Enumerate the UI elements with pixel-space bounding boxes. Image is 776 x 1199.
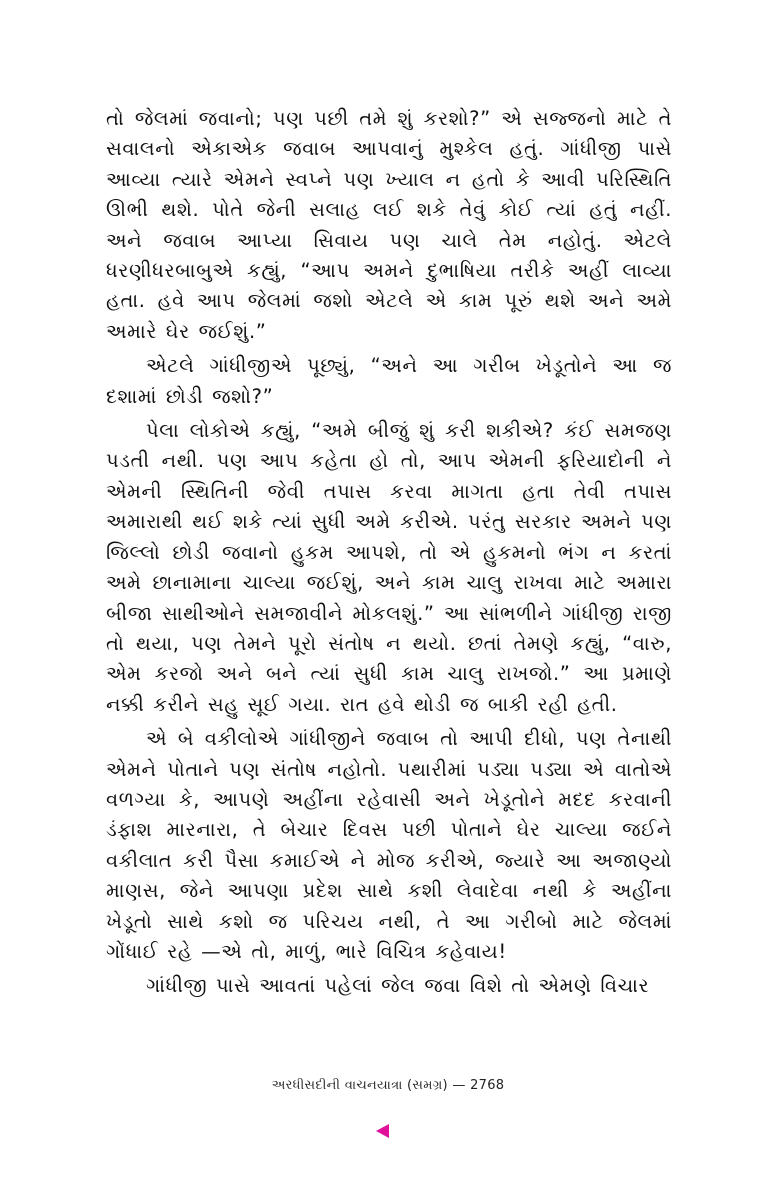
page-footer: અરધીસદીની વાચનયાત્રા (સમગ્ર) — 2768 (271, 1078, 505, 1093)
previous-page-icon[interactable] (376, 1124, 389, 1138)
paragraph-5: ગાંધીજી પાસે આવતાં પહેલાં જેલ જવા વિશે તો એમણે વિચાર (146, 974, 650, 998)
paragraph-2: એટલે ગાંધીજીએ પૂછ્યું, “અને આ ગરીબ ખેડૂતોને આ જ દશામાં છોડી જશો?” (106, 354, 672, 408)
paragraph-4: એ બે વકીલોએ ગાંધીજીને જવાબ તો આપી દીધો, પણ તેનાથી એમને પોતાને પણ સંતોષ નહોતો. પથારીમાં પડ્યા પડ્યા એ વાતોએ વળગ્યા કે, આપણે અહીંના રહેવાસી અને ખેડૂતોને મદદ કરવાની ડંફાશ મારનારા, તે બેચાર દિવસ પછી પોતાને ઘેર ચાલ્યા જઈને વકીલાત કરી પૈસા કમાઈએ ને મોજ કરીએ, જ્યારે આ અજાણ્યો માણસ, જેને આપણા પ્રદેશ સાથે કશી લેવાદેવા નથી કે અહીંના ખેડૂતો સાથે કશો જ પરિચય નથી, તે આ ગરીબો માટે જેલમાં ગોંધાઈ રહે —એ તો, માળું, ભારે વિચિત્ર કહેવાય! (106, 727, 672, 963)
paragraph-1: તો જેલમાં જવાનો; પણ પછી તમે શું કરશો?” એ સજ્જનો માટે તે સવાલનો એકાએક જવાબ આપવાનું મુશ્કેલ હતું. ગાંધીજી પાસે આવ્યા ત્યારે એમને સ્વપ્ને પણ ખ્યાલ ન હતો કે આવી પરિસ્થિતિ ઊભી થશે. પોતે જેની સલાહ લઈ શકે તેવું કોઈ ત્યાં હતું નહીં. અને જવાબ આપ્યા સિવાય પણ ચાલે તેમ નહોતું. એટલે ધરણીધરબાબુએ કહ્યું, “આપ અમને દુભાષિયા તરીકે અહીં લાવ્યા હતા. હવે આપ જેલમાં જશો એટલે એ કામ પૂરું થશે અને અમે અમારે ઘેર જઈશું.” (106, 107, 672, 343)
paragraph-3: પેલા લોકોએ કહ્યું, “અમે બીજું શું કરી શકીએ? કંઈ સમજણ પડતી નથી. પણ આપ કહેતા હો તો, આપ એમની ફરિયાદોની ને એમની સ્થિતિની જેવી તપાસ કરવા માગતા હતા તેવી તપાસ અમારાથી થઈ શકે ત્યાં સુધી અમે કરીએ. પરંતુ સરકાર અમને પણ જિલ્લો છોડી જવાનો હુકમ આપશે, તો એ હુકમનો ભંગ ન કરતાં અમે છાનામાના ચાલ્યા જઈશું, અને કામ ચાલુ રાખવા માટે અમારા બીજા સાથીઓને સમજાવીને મોકલશું.” આ સાંભળીને ગાંધીજી રાજી તો થયા, પણ તેમને પૂરો સંતોષ ન થયો. છતાં તેમણે કહ્યું, “વારુ, એમ કરજો અને બને ત્યાં સુધી કામ ચાલુ રાખજો.” આ પ્રમાણે નક્કી કરીને સહુ સૂઈ ગયા. રાત હવે થોડી જ બાકી રહી હતી. (106, 419, 672, 716)
page-text (106, 104, 672, 1002)
